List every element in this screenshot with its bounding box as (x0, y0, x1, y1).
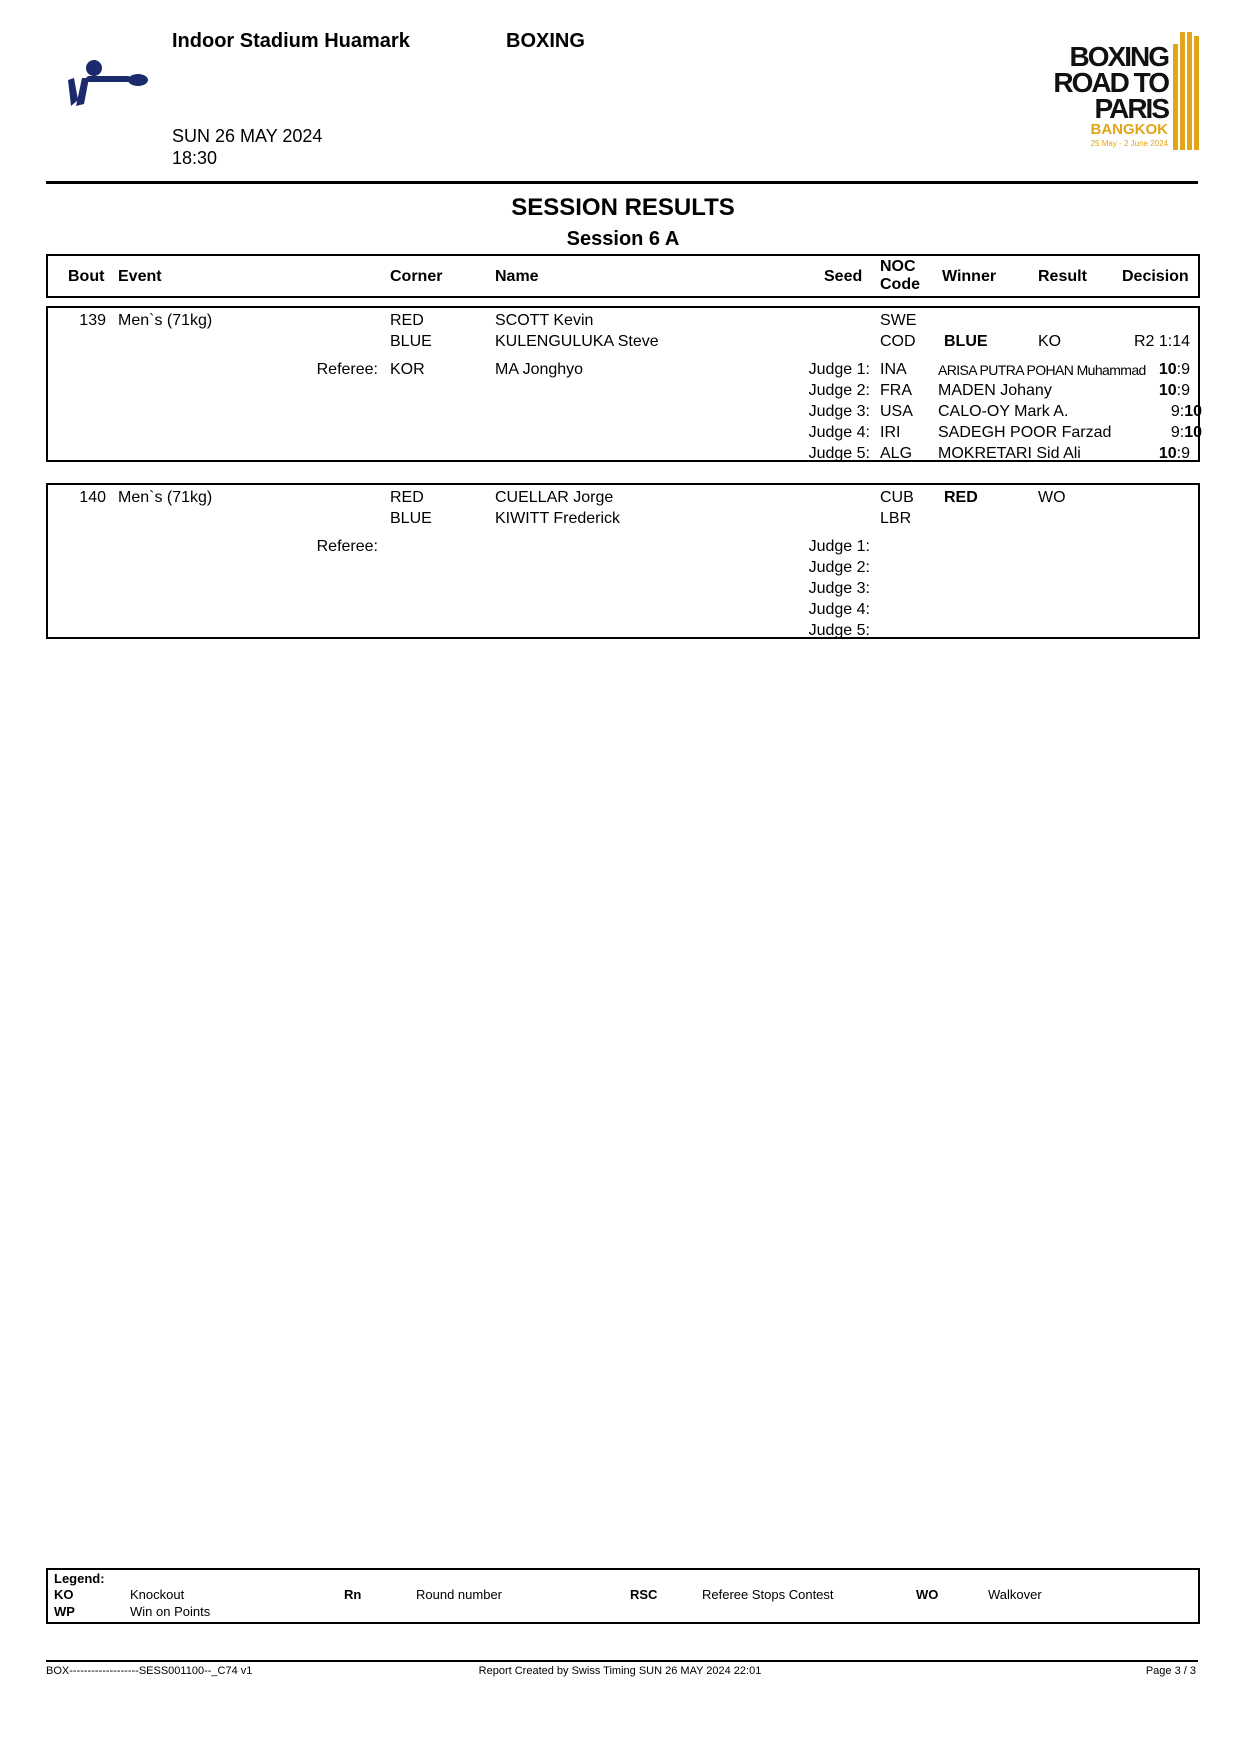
judge-name: ARISA PUTRA POHAN Muhammad (938, 362, 1146, 378)
session-date: SUN 26 MAY 2024 (172, 126, 323, 146)
red-corner-label: RED (390, 489, 424, 506)
judge-noc: INA (880, 361, 907, 378)
report-created: Report Created by Swiss Timing SUN 26 MAY 2024 22:01 (478, 1665, 762, 1677)
bout-winner: BLUE (944, 333, 988, 350)
bout-card (46, 483, 1200, 639)
bout-winner: RED (944, 489, 978, 506)
referee-label: Referee: (316, 361, 378, 378)
boxing-pictogram-icon (62, 56, 162, 116)
blue-boxer-name: KIWITT Frederick (495, 510, 621, 527)
referee-label: Referee: (316, 538, 378, 555)
blue-boxer-name: KULENGULUKA Steve (495, 333, 659, 350)
svg-text:BOXING: BOXING (1069, 41, 1168, 72)
col-noc: NOC (880, 258, 916, 275)
page-number: Page 3 / 3 (1145, 1665, 1196, 1677)
sport-name: BOXING (506, 30, 585, 52)
referee-name: MA Jonghyo (495, 361, 584, 378)
legend-code: KO (54, 1587, 74, 1602)
col-name: Name (495, 268, 539, 285)
judge-score: 9:10 (1170, 424, 1202, 441)
legend-text: Round number (416, 1587, 502, 1602)
col-noc-code: Code (880, 276, 920, 293)
judge-label: Judge 2: (808, 382, 870, 399)
judge-label: Judge 3: (808, 580, 870, 597)
blue-corner-label: BLUE (390, 333, 432, 350)
judge-label: Judge 5: (808, 622, 870, 639)
bout-number: 139 (79, 312, 106, 329)
col-winner: Winner (942, 268, 997, 285)
legend-text: Win on Points (130, 1604, 211, 1619)
judge-label: Judge 3: (808, 403, 870, 420)
header-divider (46, 181, 1198, 184)
svg-text:BANGKOK: BANGKOK (1090, 121, 1168, 138)
svg-text:ROAD TO: ROAD TO (1053, 67, 1168, 98)
red-boxer-noc: CUB (880, 489, 914, 506)
red-boxer-noc: SWE (880, 312, 917, 329)
judge-name: MADEN Johany (938, 382, 1052, 399)
judge-noc: FRA (880, 382, 912, 399)
bout-event: Men`s (71kg) (118, 489, 213, 506)
judge-label: Judge 1: (808, 538, 870, 555)
footer-divider (46, 1660, 1198, 1662)
judge-name: MOKRETARI Sid Ali (938, 445, 1081, 462)
judge-label: Judge 1: (808, 361, 870, 378)
judge-label: Judge 4: (808, 601, 870, 618)
document-title: SESSION RESULTS (511, 194, 735, 221)
blue-boxer-noc: LBR (880, 510, 912, 527)
svg-text:25 May - 2 June 2024: 25 May - 2 June 2024 (1090, 139, 1168, 148)
legend-text: Knockout (130, 1587, 185, 1602)
bout-number: 140 (79, 489, 106, 506)
red-boxer-name: SCOTT Kevin (495, 312, 594, 329)
col-event: Event (118, 268, 162, 285)
blue-boxer-noc: COD (880, 333, 916, 350)
judge-noc: USA (880, 403, 913, 420)
bout-decision: R2 1:14 (1133, 333, 1190, 350)
judge-score: 10:9 (1158, 445, 1190, 462)
judge-label: Judge 5: (808, 445, 870, 462)
column-header-row (46, 254, 1200, 298)
bout-result: WO (1038, 489, 1066, 506)
col-result: Result (1038, 268, 1087, 285)
col-corner: Corner (390, 268, 443, 285)
judge-noc: IRI (880, 424, 901, 441)
judge-name: CALO-OY Mark A. (938, 403, 1069, 420)
judge-label: Judge 4: (808, 424, 870, 441)
session-time: 18:30 (172, 148, 218, 168)
judge-score: 9:10 (1170, 403, 1202, 420)
bout-result: KO (1038, 333, 1062, 350)
session-subtitle: Session 6 A (566, 228, 680, 250)
referee-noc: KOR (390, 361, 425, 378)
bout-event: Men`s (71kg) (118, 312, 213, 329)
legend-text: Walkover (988, 1587, 1042, 1602)
red-corner-label: RED (390, 312, 424, 329)
col-bout: Bout (68, 268, 105, 285)
col-seed: Seed (824, 268, 863, 285)
blue-corner-label: BLUE (390, 510, 432, 527)
legend-code: WP (54, 1604, 75, 1619)
boxing-road-to-paris-logo (1046, 32, 1202, 152)
red-boxer-name: CUELLAR Jorge (495, 489, 614, 506)
judge-noc: ALG (880, 445, 913, 462)
report-code: BOX-------------------SESS001100--_C74 v1 (46, 1665, 253, 1677)
legend-box (46, 1568, 1200, 1624)
legend-code: WO (916, 1587, 939, 1602)
legend-title: Legend: (54, 1571, 105, 1586)
bout-card (46, 306, 1200, 462)
svg-text:PARIS: PARIS (1094, 93, 1168, 124)
legend-text: Referee Stops Contest (702, 1587, 834, 1602)
venue-name: Indoor Stadium Huamark (172, 30, 410, 52)
judge-score: 10:9 (1158, 361, 1190, 378)
legend-code: RSC (630, 1587, 658, 1602)
judge-label: Judge 2: (808, 559, 870, 576)
legend-code: Rn (344, 1587, 362, 1602)
judge-name: SADEGH POOR Farzad (938, 424, 1112, 441)
judge-score: 10:9 (1158, 382, 1190, 399)
col-decision: Decision (1122, 268, 1189, 285)
